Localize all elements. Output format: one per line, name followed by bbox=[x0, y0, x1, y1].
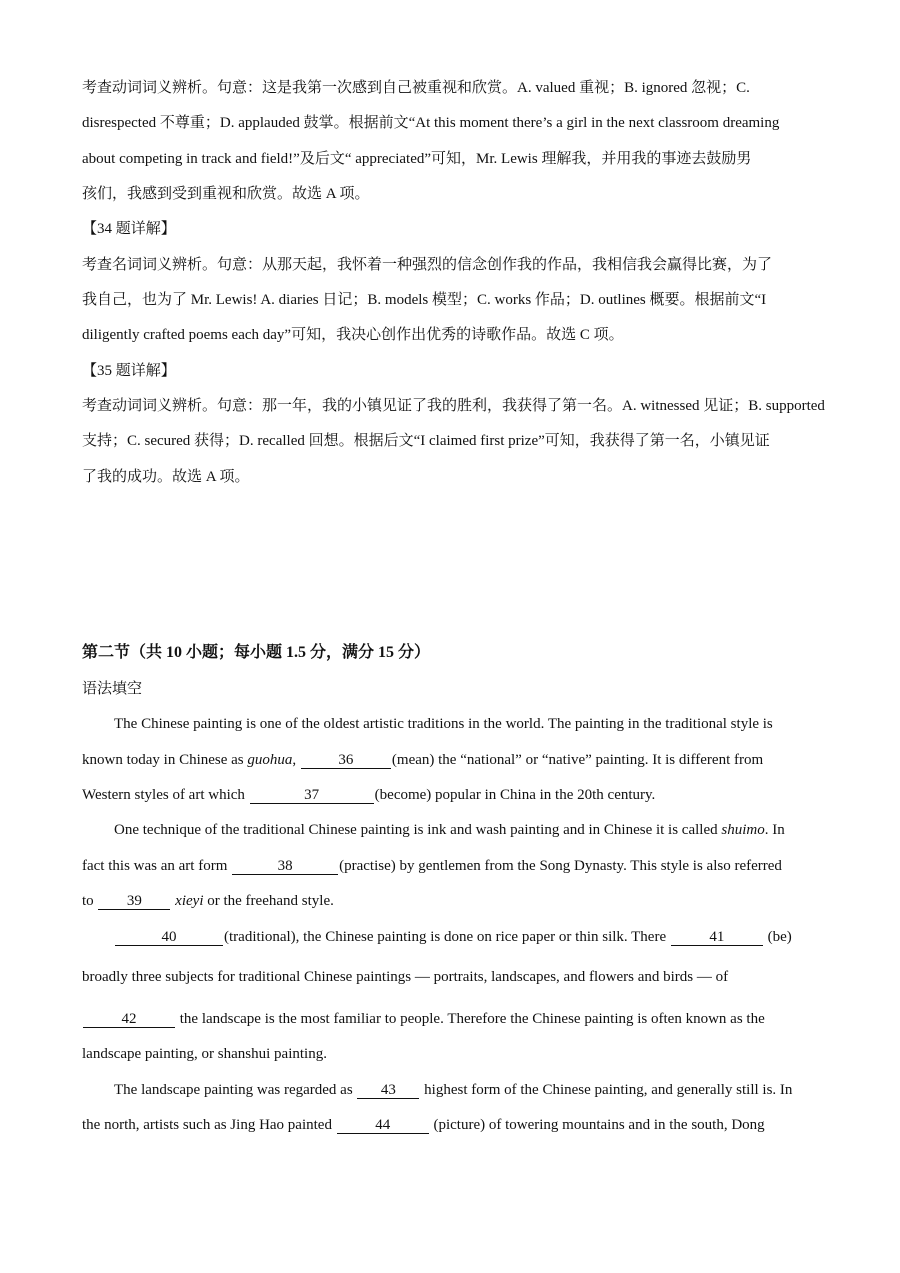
italic-term: shuimo bbox=[721, 822, 765, 838]
passage-line: 42 the landscape is the most familiar to people. Therefore the Chinese painting is often known as the bbox=[82, 1009, 822, 1029]
q35-heading: 【35 题详解】 bbox=[82, 363, 176, 379]
q35-text-line-3: 了我的成功。故选 A 项。 bbox=[82, 469, 250, 485]
section-title: 第二节（共 10 小题；每小题 1.5 分，满分 15 分） bbox=[82, 644, 431, 661]
q33-text-line-2: disrespected 不尊重；D. applauded 鼓掌。根据前文“At this moment there’s a girl in the next classroom dreaming bbox=[82, 115, 780, 131]
q35-text-line-1: 考查动词词义辨析。句意：那一年，我的小镇见证了我的胜利，我获得了第一名。A. witnessed 见证；B. supported bbox=[82, 398, 825, 414]
q33-text-line-4: 孩们，我感到受到重视和欣赏。故选 A 项。 bbox=[82, 186, 370, 202]
blank-38[interactable]: 38 bbox=[232, 858, 338, 875]
passage-line: broadly three subjects for traditional Chinese paintings — portraits, landscapes, and flowers and birds — of bbox=[82, 969, 729, 985]
q33-text-line-1: 考查动词词义辨析。句意：这是我第一次感到自己被重视和欣赏。A. valued 重视；B. ignored 忽视；C. bbox=[82, 80, 750, 96]
passage-line: Western styles of art which 37 (become) popular in China in the 20th century. bbox=[82, 787, 656, 803]
italic-term: guohua bbox=[247, 752, 293, 768]
q34-text-line-2: 我自己，也为了 Mr. Lewis! A. diaries 日记；B. models 模型；C. works 作品；D. outlines 概要。根据前文“I bbox=[82, 292, 767, 308]
q34-heading: 【34 题详解】 bbox=[82, 221, 176, 237]
italic-term: xieyi bbox=[175, 893, 204, 909]
passage-line: The Chinese painting is one of the oldest artistic traditions in the world. The painting in the traditional style is bbox=[114, 716, 773, 732]
passage-line: landscape painting, or shanshui painting. bbox=[82, 1046, 327, 1062]
blank-40[interactable]: 40 bbox=[115, 929, 223, 946]
q34-text-line-3: diligently crafted poems each day”可知，我决心创作出优秀的诗歌作品。故选 C 项。 bbox=[82, 327, 624, 343]
blank-36[interactable]: 36 bbox=[301, 752, 391, 769]
blank-44[interactable]: 44 bbox=[337, 1117, 429, 1134]
blank-39[interactable]: 39 bbox=[98, 893, 170, 910]
blank-37[interactable]: 37 bbox=[250, 787, 374, 804]
passage-line: One technique of the traditional Chinese painting is ink and wash painting and in Chinese it is called shuimo. In bbox=[114, 822, 785, 838]
q35-text-line-2: 支持；C. secured 获得；D. recalled 回想。根据后文“I claimed first prize”可知，我获得了第一名，小镇见证 bbox=[82, 433, 770, 449]
passage-line: 40 (traditional), the Chinese painting is done on rice paper or thin silk. There 41 (be) bbox=[114, 927, 822, 947]
passage-line: to 39 xieyi or the freehand style. bbox=[82, 893, 334, 909]
blank-43[interactable]: 43 bbox=[357, 1082, 419, 1099]
blank-42[interactable]: 42 bbox=[83, 1011, 175, 1028]
q33-text-line-3: about competing in track and field!”及后文“ appreciated”可知，Mr. Lewis 理解我，并用我的事迹去鼓励男 bbox=[82, 151, 752, 167]
q34-text-line-1: 考查名词词义辨析。句意：从那天起，我怀着一种强烈的信念创作我的作品，我相信我会赢得比赛，为了 bbox=[82, 257, 773, 273]
passage-line: the north, artists such as Jing Hao painted 44 (picture) of towering mountains and in the south, Dong bbox=[82, 1117, 765, 1133]
passage-line: fact this was an art form 38 (practise) by gentlemen from the Song Dynasty. This style is also referred bbox=[82, 858, 782, 874]
section-subtitle: 语法填空 bbox=[82, 681, 143, 697]
passage-line: known today in Chinese as guohua, 36 (mean) the “national” or “native” painting. It is different from bbox=[82, 752, 764, 768]
passage-line: The landscape painting was regarded as 43 highest form of the Chinese painting, and generally still is. In bbox=[114, 1082, 793, 1098]
blank-41[interactable]: 41 bbox=[671, 929, 763, 946]
